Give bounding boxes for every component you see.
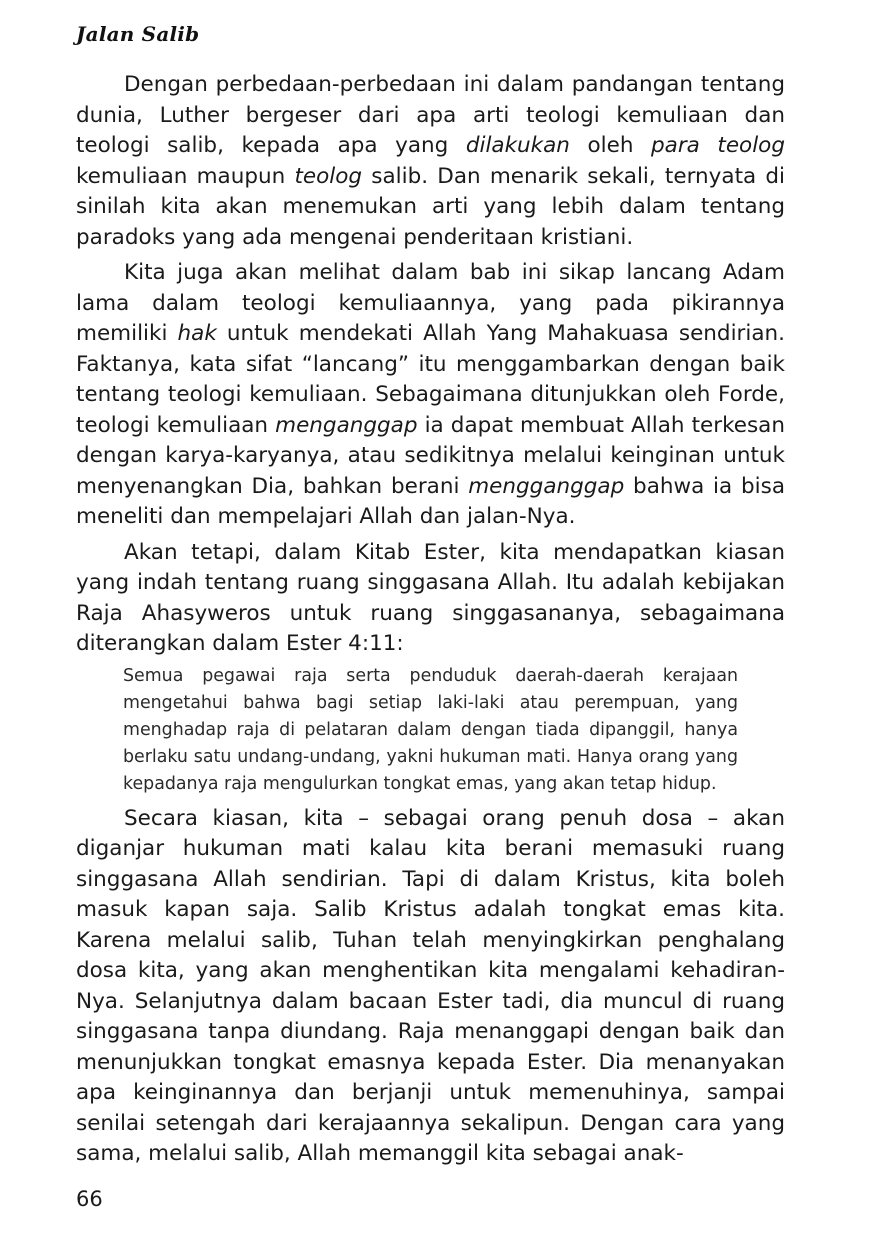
text-segment: bahwa ia bisa meneliti dan mempelajari Allah dan jalan-Nya. bbox=[76, 473, 785, 529]
emphasis: dilakukan bbox=[465, 133, 570, 158]
paragraph-1 bbox=[76, 70, 785, 253]
text-segment: ia dapat membuat Allah terkesan dengan karya-karyanya, atau sedikitnya melalui keinginan untuk menyenangkan Dia, bahkan berani bbox=[76, 412, 785, 499]
emphasis: teolog bbox=[294, 163, 363, 189]
emphasis: mengganggap bbox=[468, 473, 625, 499]
paragraph-4: Secara kiasan, kita – sebagai orang penuh dosa – akan diganjar hukuman mati kalau kita berani memasuki ruang singgasana Allah sendirian. Tapi di dalam Kristus, kita boleh masuk kapan saja. Salib Kristus adalah tongkat emas kita. Karena melalui salib, Tuhan telah menyingkirkan penghalang dosa kita, yang akan menghentikan kita mengalami kehadiran-Nya. Selanjutnya dalam bacaan Ester tadi, dia muncul di ruang singgasana tanpa diundang. Raja menanggapi dengan baik dan menunjukkan tongkat emasnya kepada Ester. Dia menanyakan apa keinginannya dan berjanji untuk memenuhinya, sampai senilai setengah dari kerajaannya sekalipun. Dengan cara yang sama, melalui salib, Allah memanggil kita sebagai anak- bbox=[76, 805, 785, 1166]
page-number: 66 bbox=[76, 1187, 103, 1211]
emphasis: para teolog bbox=[651, 133, 785, 158]
paragraph-2 bbox=[76, 258, 785, 533]
text-segment: Dengan perbedaan-perbedaan ini dalam pandangan tentang dunia, Luther bergeser dari apa arti teologi kemuliaan dan teologi salib, kepada apa yang bbox=[76, 72, 785, 158]
text-segment: Kita juga akan melihat dalam bab ini sikap lancang Adam lama dalam teologi kemuliaannya, yang pada pikirannya memiliki bbox=[76, 260, 785, 346]
running-header: Jalan Salib bbox=[76, 22, 200, 46]
paragraph-3: Akan tetapi, dalam Kitab Ester, kita mendapatkan kiasan yang indah tentang ruang singgasana Allah. Itu adalah kebijakan Raja Ahasyweros untuk ruang singgasananya, sebagaimana diterangkan dalam Ester 4:11: bbox=[76, 539, 785, 656]
emphasis: hak bbox=[177, 321, 217, 346]
text-segment: salib. Dan menarik sekali, ternyata di sinilah kita akan menemukan arti yang lebih dalam tentang paradoks yang ada mengenai penderitaan kristiani. bbox=[76, 163, 785, 250]
text-segment: oleh bbox=[569, 133, 652, 158]
text-segment: kemuliaan maupun bbox=[76, 163, 295, 189]
emphasis: menganggap bbox=[275, 412, 418, 438]
text-segment: untuk mendekati Allah Yang Mahakuasa sendirian. Faktanya, kata sifat “lancang” itu menggambarkan dengan baik tentang teologi kemuliaan. Sebagaimana ditunjukkan oleh Forde, teologi kemuliaan bbox=[76, 321, 785, 438]
block-quote: Semua pegawai raja serta penduduk daerah-daerah kerajaan mengetahui bahwa bagi setiap laki-laki atau perempuan, yang menghadap raja di pelataran dalam dengan tiada dipanggil, hanya berlaku satu undang-undang, yakni hukuman mati. Hanya orang yang kepadanya raja mengulurkan tongkat emas, yang akan tetap hidup. bbox=[123, 665, 738, 794]
main-text bbox=[76, 70, 785, 1175]
